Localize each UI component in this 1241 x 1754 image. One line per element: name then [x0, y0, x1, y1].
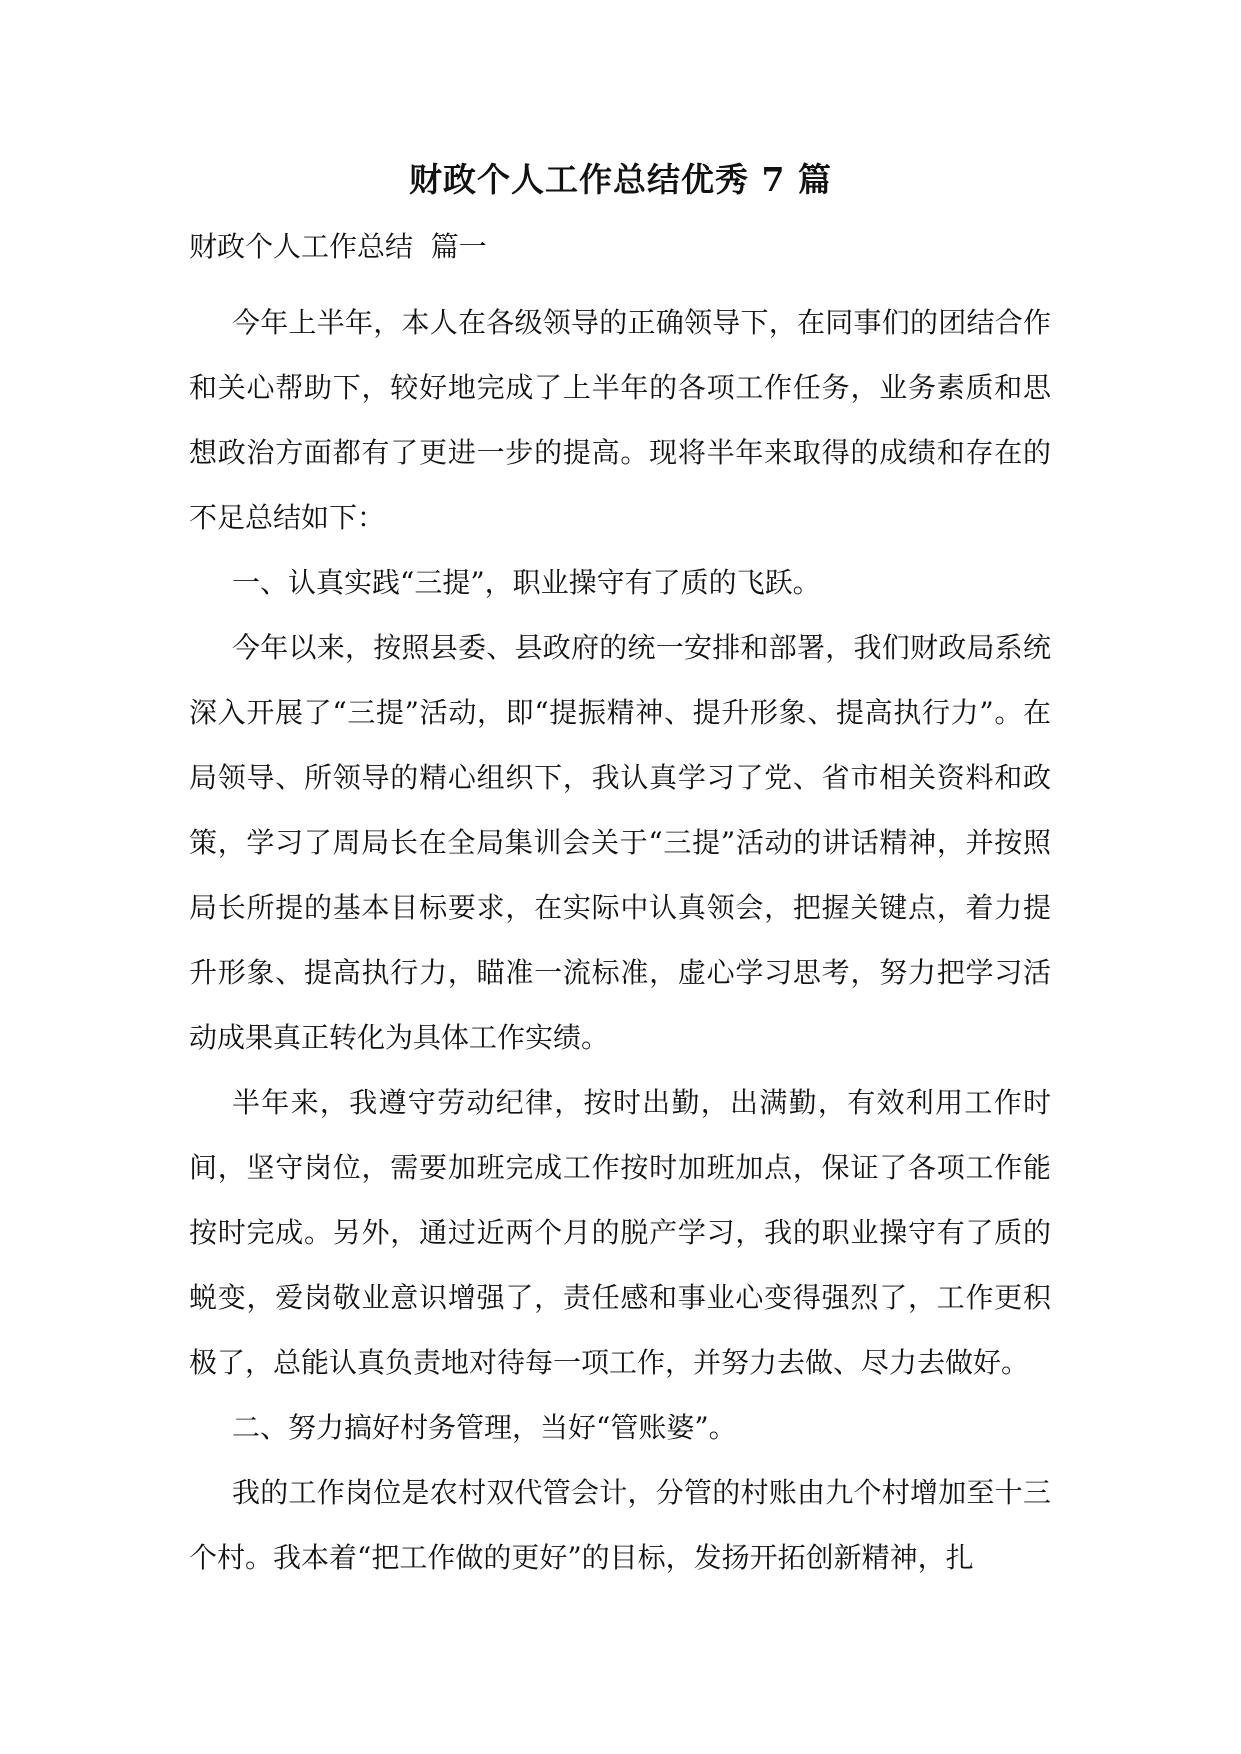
document-body [189, 225, 1051, 1590]
paragraph-three-ti: 今年以来，按照县委、县政府的统一安排和部署，我们财政局系统深入开展了“三提”活动，即“提振精神、提升形象、提高执行力”。在局领导、所领导的精心组织下，我认真学习了党、省市相关资料和政策，学习了周局长在全局集训会关于“三提”活动的讲话精神，并按照局长所提的基本目标要求，在实际中认真领会，把握关键点，着力提升形象、提高执行力，瞄准一流标准，虚心学习思考，努力把学习活动成果真正转化为具体工作实绩。 [189, 631, 1051, 1054]
document-title: 财政个人工作总结优秀 7 篇 [409, 160, 832, 199]
paragraph-job-post: 我的工作岗位是农村双代管会计，分管的村账由九个村增加至十三个村。我本着“把工作做的更好”的目标，发扬开拓创新精神，扎 [189, 1476, 1051, 1574]
paragraph-intro: 今年上半年，本人在各级领导的正确领导下，在同事们的团结合作和关心帮助下，较好地完成了上半年的各项工作任务，业务素质和思想政治方面都有了更进一步的提高。现将半年来取得的成绩和存在的不足总结如下： [189, 306, 1051, 534]
paragraph-heading-one: 一、认真实践“三提”，职业操守有了质的飞跃。 [232, 566, 821, 599]
paragraph-half-year: 半年来，我遵守劳动纪律，按时出勤，出满勤，有效利用工作时间，坚守岗位，需要加班完成工作按时加班加点，保证了各项工作能按时完成。另外，通过近两个月的脱产学习，我的职业操守有了质的蜕变，爱岗敬业意识增强了，责任感和事业心变得强烈了，工作更积极了，总能认真负责地对待每一项工作，并努力去做、尽力去做好。 [189, 1086, 1051, 1379]
paragraph-heading-two: 二、努力搞好村务管理，当好“管账婆”。 [232, 1411, 737, 1444]
section-heading: 财政个人工作总结 篇一 [189, 230, 487, 263]
